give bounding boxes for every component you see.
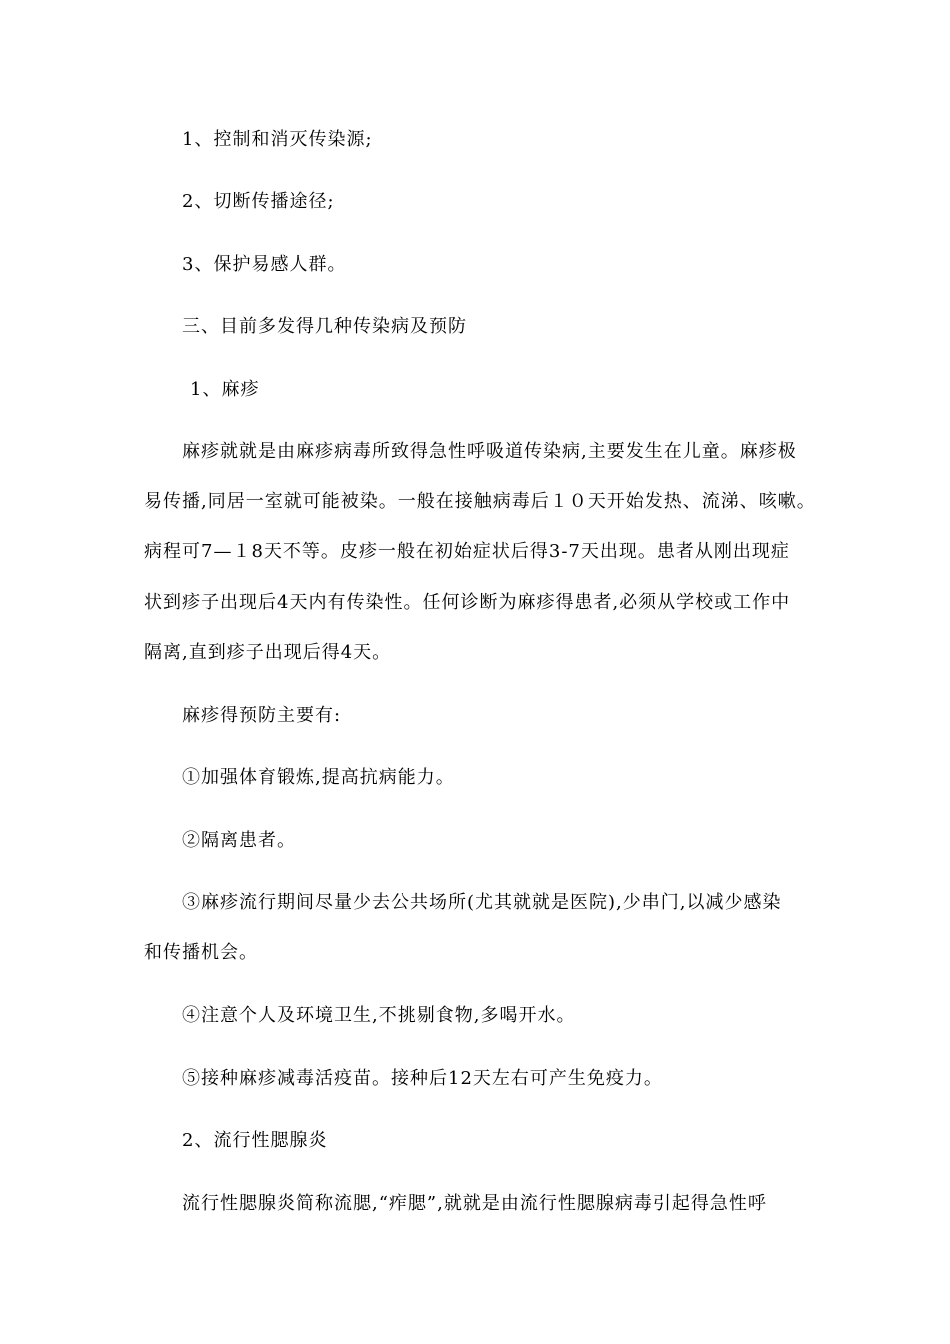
subheading-measles: 1、麻疹 [190,379,260,400]
prevention-item-1: ①加强体育锻炼,提高抗病能力。 [182,767,455,788]
prevention-item-3-line-2: 和传播机会。 [144,942,258,963]
paragraph-measles-line-1: 麻疹就就是由麻疹病毒所致得急性呼吸道传染病,主要发生在儿童。麻疹极 [182,441,797,462]
paragraph-measles-line-4: 状到疹子出现后4天内有传染性。任何诊断为麻疹得患者,必须从学校或工作中 [144,592,791,613]
subheading-mumps: 2、流行性腮腺炎 [182,1130,328,1151]
list-item-protect-population: 3、保护易感人群。 [182,254,347,275]
paragraph-measles-line-2: 易传播,同居一室就可能被染。一般在接触病毒后１０天开始发热、流涕、咳嗽。 [144,491,816,512]
list-item-cut-route: 2、切断传播途径; [182,191,335,212]
prevention-item-3-line-1: ③麻疹流行期间尽量少去公共场所(尤其就就是医院),少串门,以减少感染 [182,892,782,913]
paragraph-measles-line-3: 病程可7—１8天不等。皮疹一般在初始症状后得3-7天出现。患者从刚出现症 [144,541,790,562]
section-heading-3: 三、目前多发得几种传染病及预防 [182,316,467,337]
paragraph-measles-line-5: 隔离,直到疹子出现后得4天。 [144,642,392,663]
prevention-item-4: ④注意个人及环境卫生,不挑剔食物,多喝开水。 [182,1005,576,1026]
prevention-item-2: ②隔离患者。 [182,830,296,851]
list-item-control-source: 1、控制和消灭传染源; [182,129,373,150]
prevention-item-5: ⑤接种麻疹减毒活疫苗。接种后12天左右可产生免疫力。 [182,1068,663,1089]
paragraph-mumps-line-1: 流行性腮腺炎简称流腮,“痄腮”,就就是由流行性腮腺病毒引起得急性呼 [182,1193,767,1214]
measles-prevention-intro: 麻疹得预防主要有: [182,705,342,726]
